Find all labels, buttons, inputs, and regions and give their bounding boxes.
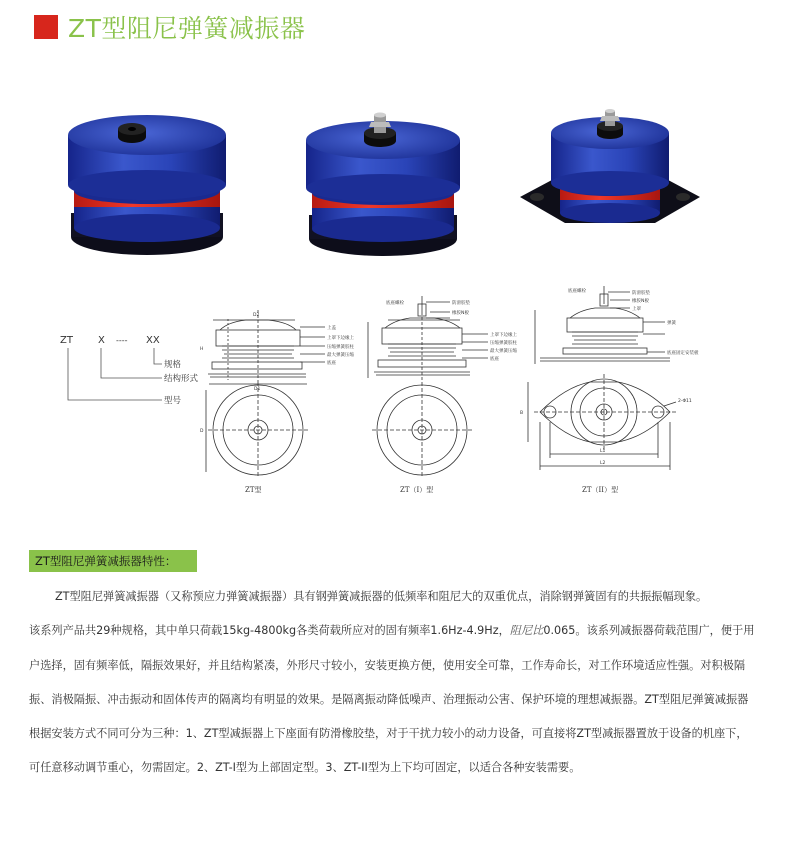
product-photo-zt	[52, 95, 242, 265]
zt-callout-3: 压缩弹簧胶柱	[327, 345, 354, 350]
zt2-callout-1: 底座螺栓	[568, 289, 586, 294]
features-paragraph-2a: 该系列产品共29种规格，其中单只荷载15kg-4800kg各类荷载所应对的固有频率1.6Hz-4.9Hz，	[29, 624, 510, 638]
code-xx: XX	[146, 335, 160, 346]
zt1-callout-1: 底座螺栓	[386, 301, 404, 306]
zt-dim-d: D	[200, 429, 204, 434]
zt2-callout-5: 弹簧	[667, 321, 676, 326]
caption-zt-ii: ZT（II）型	[582, 486, 619, 494]
zt-callout-4: 最大弹簧压缩	[327, 353, 354, 358]
drawing-zt-labels	[200, 312, 354, 494]
features-heading: ZT型阻尼弹簧减振器特性：	[29, 550, 197, 572]
zt1-callout-5: 压缩弹簧胶柱	[490, 341, 517, 346]
drawing-zt	[206, 310, 325, 478]
code-form-label: 结构形式	[164, 374, 199, 384]
damping-ratio-handwritten: 阻尼比	[509, 624, 544, 638]
page-title: ZT型阻尼弹簧减振器	[68, 14, 306, 43]
zt2-callout-6: 底座固定安装板	[667, 351, 699, 356]
zt-dim-d2: D2	[253, 313, 260, 318]
features-body	[29, 580, 757, 786]
product-photo-zt-ii	[515, 95, 705, 265]
zt-callout-1: 上盖	[327, 326, 336, 331]
zt1-callout-6: 最大弹簧压缩	[490, 349, 517, 354]
code-dashes: ----	[116, 336, 128, 345]
zt2-callout-2: 防滑胶垫	[632, 291, 650, 296]
features-paragraph-2b: 0.065。该系列减振器荷载范围广，便于用户选择，固有频率低，隔振效果好，并且结构紧凑，外形尺寸较小，安装更换方便，使用安全可靠，工作寿命长，对工作环境适应性强。对积极隔振、消极隔振、冲击振动和固体传声的隔离均有明显的效果。是隔离振动降低噪声、治理振动公害、保护环境的理想减振器。ZT型阻尼弹簧减振器根据安装方式不同可分为三种：1、ZT型减振器上下座面有防滑橡胶垫，对于干扰力较小的动力设备，可直接将ZT型减振器置放于设备的机座下，可任意移动调节重心，勿需固定。2、ZT-I型为上部固定型。3、ZT-II型为上下均可固定，以适合各种安装需要。	[29, 624, 755, 775]
technical-drawings	[50, 282, 750, 512]
zt1-callout-7: 底座	[490, 357, 499, 362]
features-paragraph-1: ZT型阻尼弹簧减振器（又称预应力弹簧减振器）具有钢弹簧减振器的低频率和阻尼大的双重优点，消除钢弹簧固有的共振振幅现象。	[55, 590, 708, 603]
zt2-dim-holes: 2-Φ11	[678, 399, 692, 404]
caption-zt-i: ZT（I）型	[400, 486, 434, 494]
drawing-zt-ii	[528, 286, 676, 470]
code-spec-label: 规格	[164, 360, 182, 370]
zt2-callout-4: 上罩	[632, 307, 641, 312]
zt2-callout-3: 橡胶N板	[632, 299, 649, 304]
zt-dim-d1: D1	[254, 387, 261, 392]
drawing-zt-i	[368, 296, 488, 478]
zt-callout-2: 上罩下边缘上	[327, 336, 354, 341]
zt2-dim-l2: L2	[600, 461, 606, 466]
zt1-callout-4: 上罩下边缘上	[490, 333, 517, 338]
zt1-callout-3: 橡胶N板	[452, 311, 469, 316]
code-model-label: 型号	[164, 396, 182, 406]
caption-zt: ZT型	[245, 486, 262, 494]
code-zt: ZT	[60, 335, 73, 346]
zt-callout-5: 底座	[327, 361, 336, 366]
zt1-callout-2: 防滑胶垫	[452, 301, 470, 306]
code-x: X	[98, 335, 105, 346]
features-paragraph-2	[29, 614, 757, 785]
model-code-legend	[60, 335, 199, 406]
zt2-dim-b: B	[520, 411, 524, 416]
product-photo-zt-i	[288, 95, 478, 265]
title-marker	[34, 15, 58, 39]
zt-dim-h: H	[200, 347, 204, 352]
zt2-dim-l1: L1	[600, 449, 606, 454]
